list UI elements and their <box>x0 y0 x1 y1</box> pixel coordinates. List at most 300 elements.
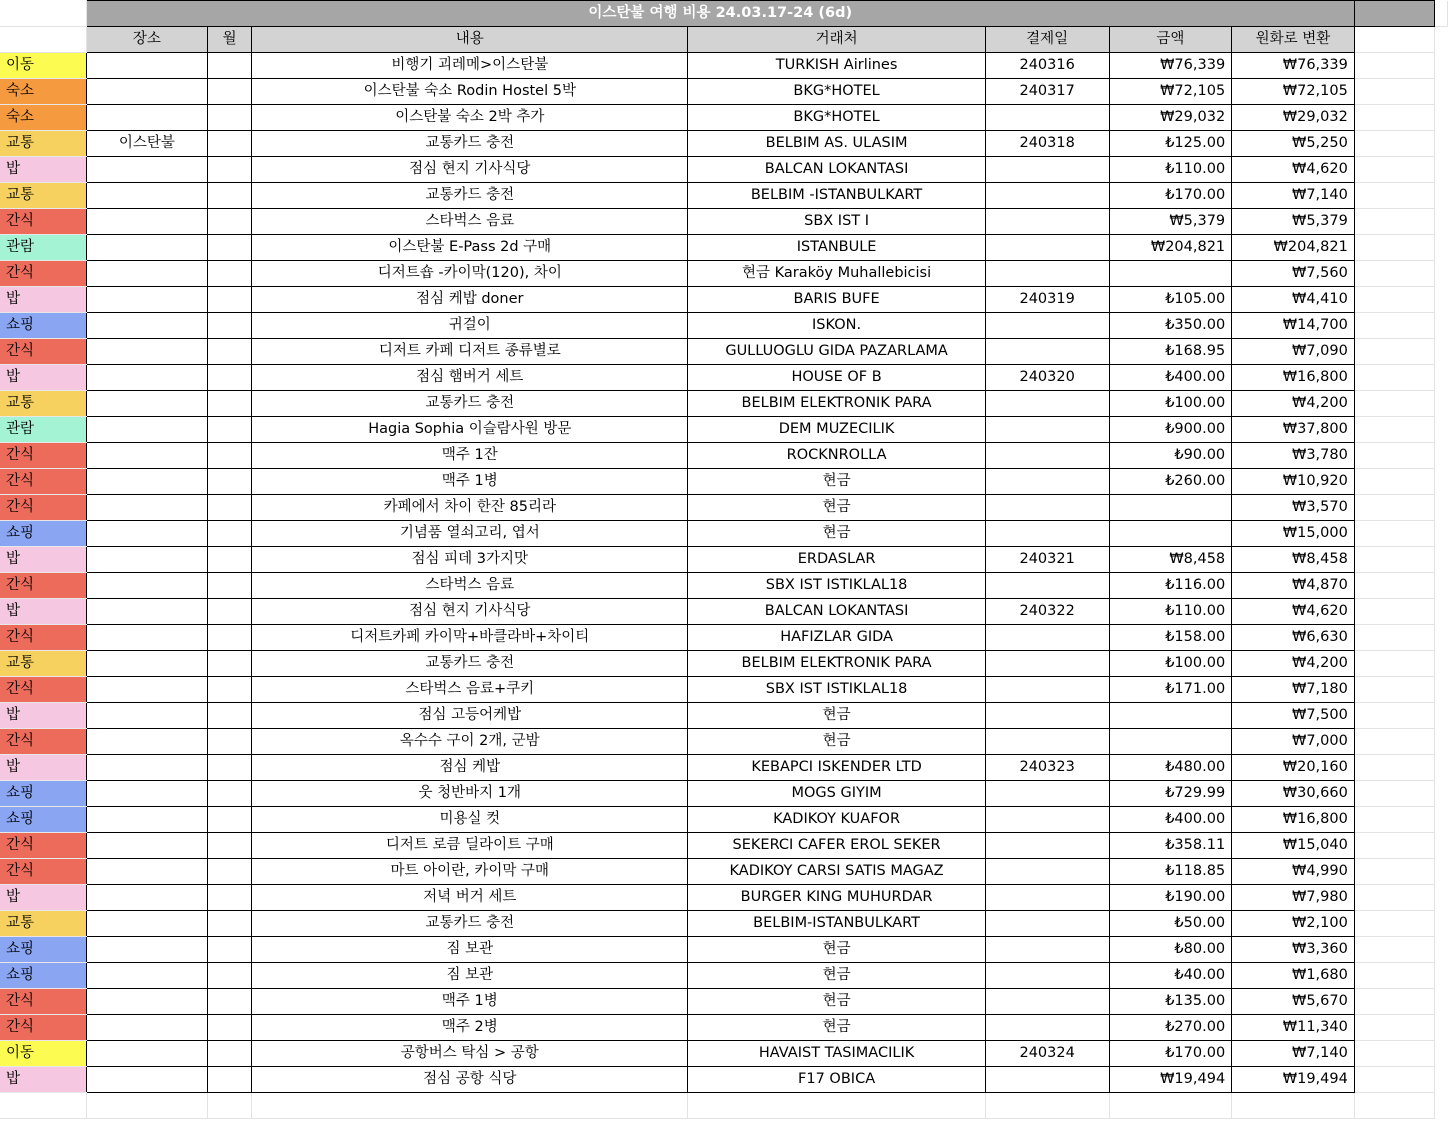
payment-date-cell[interactable] <box>985 157 1109 183</box>
amount-cell[interactable]: ₩19,494 <box>1109 1067 1232 1093</box>
empty-cell[interactable] <box>1354 807 1434 833</box>
amount-cell[interactable]: ₺350.00 <box>1109 313 1232 339</box>
month-cell[interactable] <box>208 755 252 781</box>
amount-cell[interactable] <box>1109 261 1232 287</box>
amount-cell[interactable]: ₺90.00 <box>1109 443 1232 469</box>
description-cell[interactable]: 교통카드 충전 <box>252 651 688 677</box>
amount-cell[interactable]: ₩8,458 <box>1109 547 1232 573</box>
month-cell[interactable] <box>208 547 252 573</box>
amount-cell[interactable] <box>1109 521 1232 547</box>
empty-cell[interactable] <box>1354 729 1434 755</box>
amount-cell[interactable]: ₺260.00 <box>1109 469 1232 495</box>
amount-cell[interactable]: ₺158.00 <box>1109 625 1232 651</box>
empty-cell[interactable] <box>1354 53 1434 79</box>
payment-date-cell[interactable] <box>985 859 1109 885</box>
month-cell[interactable] <box>208 885 252 911</box>
empty-cell[interactable] <box>1354 625 1434 651</box>
empty-cell[interactable] <box>1354 703 1434 729</box>
description-cell[interactable]: 이스탄불 E-Pass 2d 구매 <box>252 235 688 261</box>
empty-cell[interactable] <box>1354 417 1434 443</box>
amount-cell[interactable] <box>1109 703 1232 729</box>
description-cell[interactable]: 이스탄불 숙소 2박 추가 <box>252 105 688 131</box>
month-cell[interactable] <box>208 417 252 443</box>
description-cell[interactable]: 점심 고등어케밥 <box>252 703 688 729</box>
month-cell[interactable] <box>208 651 252 677</box>
category-cell[interactable]: 간식 <box>0 573 86 599</box>
description-cell[interactable]: 디저트 로큼 딜라이트 구매 <box>252 833 688 859</box>
description-cell[interactable]: 점심 현지 기사식당 <box>252 599 688 625</box>
amount-cell[interactable]: ₺170.00 <box>1109 183 1232 209</box>
empty-cell[interactable] <box>1354 157 1434 183</box>
amount-cell[interactable]: ₩5,379 <box>1109 209 1232 235</box>
place-cell[interactable] <box>86 183 208 209</box>
amount-cell[interactable]: ₺168.95 <box>1109 339 1232 365</box>
place-cell[interactable] <box>86 963 208 989</box>
krw-cell[interactable]: ₩3,360 <box>1232 937 1355 963</box>
amount-cell[interactable]: ₺125.00 <box>1109 131 1232 157</box>
category-cell[interactable]: 밥 <box>0 885 86 911</box>
place-cell[interactable] <box>86 885 208 911</box>
month-cell[interactable] <box>208 443 252 469</box>
place-cell[interactable] <box>86 365 208 391</box>
empty-cell[interactable] <box>1354 27 1434 53</box>
empty-cell[interactable] <box>1354 885 1434 911</box>
month-cell[interactable] <box>208 677 252 703</box>
empty-cell[interactable] <box>688 1093 985 1119</box>
place-cell[interactable] <box>86 105 208 131</box>
header-krw[interactable]: 원화로 변환 <box>1232 27 1355 53</box>
vendor-cell[interactable]: TURKISH Airlines <box>688 53 985 79</box>
empty-cell[interactable] <box>1354 313 1434 339</box>
krw-cell[interactable]: ₩29,032 <box>1232 105 1355 131</box>
payment-date-cell[interactable] <box>985 1067 1109 1093</box>
krw-cell[interactable]: ₩16,800 <box>1232 365 1355 391</box>
category-cell[interactable]: 쇼핑 <box>0 521 86 547</box>
krw-cell[interactable]: ₩7,140 <box>1232 1041 1355 1067</box>
place-cell[interactable] <box>86 261 208 287</box>
description-cell[interactable]: 점심 현지 기사식당 <box>252 157 688 183</box>
amount-cell[interactable]: ₺729.99 <box>1109 781 1232 807</box>
vendor-cell[interactable]: SBX IST I <box>688 209 985 235</box>
krw-cell[interactable]: ₩5,379 <box>1232 209 1355 235</box>
amount-cell[interactable] <box>1109 729 1232 755</box>
place-cell[interactable] <box>86 547 208 573</box>
month-cell[interactable] <box>208 313 252 339</box>
krw-cell[interactable]: ₩204,821 <box>1232 235 1355 261</box>
payment-date-cell[interactable] <box>985 417 1109 443</box>
empty-cell[interactable] <box>1354 1067 1434 1093</box>
place-cell[interactable] <box>86 651 208 677</box>
amount-cell[interactable]: ₺400.00 <box>1109 365 1232 391</box>
place-cell[interactable] <box>86 521 208 547</box>
krw-cell[interactable]: ₩8,458 <box>1232 547 1355 573</box>
vendor-cell[interactable]: 현금 <box>688 989 985 1015</box>
month-cell[interactable] <box>208 469 252 495</box>
vendor-cell[interactable]: DEM MUZECILIK <box>688 417 985 443</box>
krw-cell[interactable]: ₩3,570 <box>1232 495 1355 521</box>
amount-cell[interactable]: ₺80.00 <box>1109 937 1232 963</box>
empty-cell[interactable] <box>1354 495 1434 521</box>
payment-date-cell[interactable] <box>985 885 1109 911</box>
empty-cell[interactable] <box>1354 1015 1434 1041</box>
krw-cell[interactable]: ₩37,800 <box>1232 417 1355 443</box>
place-cell[interactable] <box>86 781 208 807</box>
place-cell[interactable] <box>86 391 208 417</box>
category-cell[interactable]: 숙소 <box>0 105 86 131</box>
description-cell[interactable]: 비행기 괴레메>이스탄불 <box>252 53 688 79</box>
krw-cell[interactable]: ₩7,500 <box>1232 703 1355 729</box>
vendor-cell[interactable]: 현금 <box>688 703 985 729</box>
payment-date-cell[interactable] <box>985 105 1109 131</box>
empty-cell[interactable] <box>1354 937 1434 963</box>
krw-cell[interactable]: ₩10,920 <box>1232 469 1355 495</box>
place-cell[interactable] <box>86 469 208 495</box>
place-cell[interactable] <box>86 157 208 183</box>
place-cell[interactable] <box>86 755 208 781</box>
category-cell[interactable]: 밥 <box>0 287 86 313</box>
krw-cell[interactable]: ₩4,620 <box>1232 599 1355 625</box>
description-cell[interactable]: 짐 보관 <box>252 963 688 989</box>
empty-cell[interactable] <box>1354 365 1434 391</box>
vendor-cell[interactable]: BALCAN LOKANTASI <box>688 157 985 183</box>
amount-cell[interactable]: ₺100.00 <box>1109 651 1232 677</box>
category-cell[interactable]: 밥 <box>0 365 86 391</box>
krw-cell[interactable]: ₩4,200 <box>1232 651 1355 677</box>
krw-cell[interactable]: ₩5,670 <box>1232 989 1355 1015</box>
month-cell[interactable] <box>208 105 252 131</box>
category-cell[interactable]: 관람 <box>0 235 86 261</box>
place-cell[interactable] <box>86 859 208 885</box>
description-cell[interactable]: 맥주 1잔 <box>252 443 688 469</box>
payment-date-cell[interactable] <box>985 989 1109 1015</box>
payment-date-cell[interactable] <box>985 677 1109 703</box>
amount-cell[interactable]: ₺400.00 <box>1109 807 1232 833</box>
empty-cell[interactable] <box>1354 963 1434 989</box>
amount-cell[interactable]: ₺171.00 <box>1109 677 1232 703</box>
vendor-cell[interactable]: BELBIM ELEKTRONIK PARA <box>688 651 985 677</box>
description-cell[interactable]: 교통카드 충전 <box>252 391 688 417</box>
payment-date-cell[interactable] <box>985 625 1109 651</box>
category-cell[interactable]: 쇼핑 <box>0 937 86 963</box>
place-cell[interactable] <box>86 729 208 755</box>
description-cell[interactable]: Hagia Sophia 이슬람사원 방문 <box>252 417 688 443</box>
description-cell[interactable]: 이스탄불 숙소 Rodin Hostel 5박 <box>252 79 688 105</box>
empty-cell[interactable] <box>1354 105 1434 131</box>
month-cell[interactable] <box>208 183 252 209</box>
category-cell[interactable]: 교통 <box>0 391 86 417</box>
empty-cell[interactable] <box>1354 755 1434 781</box>
krw-cell[interactable]: ₩7,140 <box>1232 183 1355 209</box>
place-cell[interactable] <box>86 1015 208 1041</box>
month-cell[interactable] <box>208 989 252 1015</box>
vendor-cell[interactable]: SBX IST ISTIKLAL18 <box>688 573 985 599</box>
category-cell[interactable]: 간식 <box>0 833 86 859</box>
month-cell[interactable] <box>208 1041 252 1067</box>
krw-cell[interactable]: ₩11,340 <box>1232 1015 1355 1041</box>
title-cell-right[interactable] <box>1354 1 1434 27</box>
empty-cell[interactable] <box>1354 1093 1434 1119</box>
month-cell[interactable] <box>208 209 252 235</box>
category-cell[interactable]: 쇼핑 <box>0 807 86 833</box>
category-cell[interactable]: 관람 <box>0 417 86 443</box>
description-cell[interactable]: 카페에서 차이 한잔 85리라 <box>252 495 688 521</box>
krw-cell[interactable]: ₩15,000 <box>1232 521 1355 547</box>
month-cell[interactable] <box>208 703 252 729</box>
payment-date-cell[interactable] <box>985 183 1109 209</box>
place-cell[interactable] <box>86 599 208 625</box>
vendor-cell[interactable]: KADIKOY CARSI SATIS MAGAZ <box>688 859 985 885</box>
month-cell[interactable] <box>208 911 252 937</box>
description-cell[interactable]: 맥주 2병 <box>252 1015 688 1041</box>
payment-date-cell[interactable] <box>985 339 1109 365</box>
vendor-cell[interactable]: BELBIM -ISTANBULKART <box>688 183 985 209</box>
category-cell[interactable]: 간식 <box>0 625 86 651</box>
empty-cell[interactable] <box>1354 1041 1434 1067</box>
month-cell[interactable] <box>208 573 252 599</box>
empty-cell[interactable] <box>1354 339 1434 365</box>
category-cell[interactable]: 쇼핑 <box>0 781 86 807</box>
amount-cell[interactable]: ₺110.00 <box>1109 157 1232 183</box>
empty-cell[interactable] <box>1354 287 1434 313</box>
empty-cell[interactable] <box>1354 79 1434 105</box>
header-place[interactable]: 장소 <box>86 27 208 53</box>
empty-cell[interactable] <box>1354 261 1434 287</box>
amount-cell[interactable]: ₺116.00 <box>1109 573 1232 599</box>
krw-cell[interactable]: ₩7,560 <box>1232 261 1355 287</box>
description-cell[interactable]: 디저트숍 -카이막(120), 차이 <box>252 261 688 287</box>
place-cell[interactable] <box>86 573 208 599</box>
month-cell[interactable] <box>208 287 252 313</box>
payment-date-cell[interactable] <box>985 209 1109 235</box>
krw-cell[interactable]: ₩7,000 <box>1232 729 1355 755</box>
category-cell[interactable]: 간식 <box>0 209 86 235</box>
payment-date-cell[interactable] <box>985 703 1109 729</box>
payment-date-cell[interactable] <box>985 521 1109 547</box>
month-cell[interactable] <box>208 261 252 287</box>
category-cell[interactable]: 이동 <box>0 53 86 79</box>
place-cell[interactable] <box>86 495 208 521</box>
vendor-cell[interactable]: GULLUOGLU GIDA PAZARLAMA <box>688 339 985 365</box>
month-cell[interactable] <box>208 625 252 651</box>
header-payment-date[interactable]: 결제일 <box>985 27 1109 53</box>
empty-cell[interactable] <box>1109 1093 1232 1119</box>
amount-cell[interactable]: ₩204,821 <box>1109 235 1232 261</box>
empty-cell[interactable] <box>0 1093 86 1119</box>
month-cell[interactable] <box>208 339 252 365</box>
category-cell[interactable]: 교통 <box>0 183 86 209</box>
krw-cell[interactable]: ₩30,660 <box>1232 781 1355 807</box>
payment-date-cell[interactable] <box>985 781 1109 807</box>
category-cell[interactable]: 간식 <box>0 443 86 469</box>
description-cell[interactable]: 미용실 컷 <box>252 807 688 833</box>
category-cell[interactable]: 간식 <box>0 859 86 885</box>
place-cell[interactable]: 이스탄불 <box>86 131 208 157</box>
place-cell[interactable] <box>86 1067 208 1093</box>
description-cell[interactable]: 스타벅스 음료 <box>252 573 688 599</box>
category-cell[interactable]: 쇼핑 <box>0 963 86 989</box>
category-cell[interactable]: 쇼핑 <box>0 313 86 339</box>
description-cell[interactable]: 디저트카페 카이막+바클라바+차이티 <box>252 625 688 651</box>
category-cell[interactable]: 간식 <box>0 729 86 755</box>
empty-cell[interactable] <box>1354 443 1434 469</box>
empty-cell[interactable] <box>1354 521 1434 547</box>
place-cell[interactable] <box>86 1041 208 1067</box>
month-cell[interactable] <box>208 53 252 79</box>
payment-date-cell[interactable] <box>985 937 1109 963</box>
place-cell[interactable] <box>86 417 208 443</box>
empty-cell[interactable] <box>1354 781 1434 807</box>
description-cell[interactable]: 저녁 버거 세트 <box>252 885 688 911</box>
place-cell[interactable] <box>86 235 208 261</box>
empty-cell[interactable] <box>1354 131 1434 157</box>
month-cell[interactable] <box>208 833 252 859</box>
empty-cell[interactable] <box>1354 651 1434 677</box>
category-cell[interactable]: 간식 <box>0 1015 86 1041</box>
month-cell[interactable] <box>208 235 252 261</box>
description-cell[interactable]: 점심 케밥 <box>252 755 688 781</box>
category-cell[interactable]: 밥 <box>0 157 86 183</box>
krw-cell[interactable]: ₩6,630 <box>1232 625 1355 651</box>
description-cell[interactable]: 점심 케밥 doner <box>252 287 688 313</box>
sheet-title[interactable]: 이스탄불 여행 비용 24.03.17-24 (6d) <box>86 1 1354 27</box>
place-cell[interactable] <box>86 833 208 859</box>
place-cell[interactable] <box>86 989 208 1015</box>
payment-date-cell[interactable] <box>985 807 1109 833</box>
category-cell[interactable]: 교통 <box>0 131 86 157</box>
amount-cell[interactable]: ₺118.85 <box>1109 859 1232 885</box>
vendor-cell[interactable]: ERDASLAR <box>688 547 985 573</box>
payment-date-cell[interactable]: 240320 <box>985 365 1109 391</box>
month-cell[interactable] <box>208 963 252 989</box>
category-cell[interactable]: 밥 <box>0 599 86 625</box>
empty-cell[interactable] <box>1354 469 1434 495</box>
amount-cell[interactable]: ₩29,032 <box>1109 105 1232 131</box>
place-cell[interactable] <box>86 443 208 469</box>
vendor-cell[interactable]: BELBIM AS. ULASIM <box>688 131 985 157</box>
place-cell[interactable] <box>86 937 208 963</box>
vendor-cell[interactable]: BELBIM ELEKTRONIK PARA <box>688 391 985 417</box>
krw-cell[interactable]: ₩14,700 <box>1232 313 1355 339</box>
description-cell[interactable]: 점심 피데 3가지맛 <box>252 547 688 573</box>
krw-cell[interactable]: ₩7,180 <box>1232 677 1355 703</box>
krw-cell[interactable]: ₩2,100 <box>1232 911 1355 937</box>
empty-cell[interactable] <box>208 1093 252 1119</box>
description-cell[interactable]: 맥주 1병 <box>252 469 688 495</box>
vendor-cell[interactable]: 현금 <box>688 469 985 495</box>
description-cell[interactable]: 짐 보관 <box>252 937 688 963</box>
payment-date-cell[interactable] <box>985 911 1109 937</box>
payment-date-cell[interactable] <box>985 963 1109 989</box>
description-cell[interactable]: 옥수수 구이 2개, 군밤 <box>252 729 688 755</box>
amount-cell[interactable]: ₺190.00 <box>1109 885 1232 911</box>
payment-date-cell[interactable]: 240324 <box>985 1041 1109 1067</box>
description-cell[interactable]: 점심 공항 식당 <box>252 1067 688 1093</box>
vendor-cell[interactable]: 현금 Karaköy Muhallebicisi <box>688 261 985 287</box>
payment-date-cell[interactable] <box>985 469 1109 495</box>
month-cell[interactable] <box>208 1067 252 1093</box>
amount-cell[interactable]: ₺480.00 <box>1109 755 1232 781</box>
vendor-cell[interactable]: 현금 <box>688 495 985 521</box>
empty-cell[interactable] <box>0 27 86 53</box>
empty-cell[interactable] <box>1435 1 1448 27</box>
empty-cell[interactable] <box>1232 1093 1355 1119</box>
category-cell[interactable]: 간식 <box>0 677 86 703</box>
category-cell[interactable]: 밥 <box>0 703 86 729</box>
krw-cell[interactable]: ₩15,040 <box>1232 833 1355 859</box>
vendor-cell[interactable]: HAFIZLAR GIDA <box>688 625 985 651</box>
krw-cell[interactable]: ₩72,105 <box>1232 79 1355 105</box>
empty-cell[interactable] <box>1354 547 1434 573</box>
header-month[interactable]: 월 <box>208 27 252 53</box>
amount-cell[interactable]: ₺900.00 <box>1109 417 1232 443</box>
payment-date-cell[interactable] <box>985 443 1109 469</box>
place-cell[interactable] <box>86 53 208 79</box>
payment-date-cell[interactable] <box>985 1015 1109 1041</box>
vendor-cell[interactable]: KEBAPCI ISKENDER LTD <box>688 755 985 781</box>
category-cell[interactable]: 간식 <box>0 495 86 521</box>
month-cell[interactable] <box>208 365 252 391</box>
vendor-cell[interactable]: HOUSE OF B <box>688 365 985 391</box>
empty-cell[interactable] <box>985 1093 1109 1119</box>
vendor-cell[interactable]: F17 OBICA <box>688 1067 985 1093</box>
krw-cell[interactable]: ₩16,800 <box>1232 807 1355 833</box>
place-cell[interactable] <box>86 313 208 339</box>
krw-cell[interactable]: ₩76,339 <box>1232 53 1355 79</box>
vendor-cell[interactable]: SEKERCI CAFER EROL SEKER <box>688 833 985 859</box>
vendor-cell[interactable]: BURGER KING MUHURDAR <box>688 885 985 911</box>
krw-cell[interactable]: ₩3,780 <box>1232 443 1355 469</box>
description-cell[interactable]: 공항버스 탁심 > 공항 <box>252 1041 688 1067</box>
vendor-cell[interactable]: ISTANBULE <box>688 235 985 261</box>
krw-cell[interactable]: ₩5,250 <box>1232 131 1355 157</box>
payment-date-cell[interactable] <box>985 573 1109 599</box>
krw-cell[interactable]: ₩1,680 <box>1232 963 1355 989</box>
category-cell[interactable]: 간식 <box>0 261 86 287</box>
category-cell[interactable]: 간식 <box>0 339 86 365</box>
vendor-cell[interactable]: BKG*HOTEL <box>688 79 985 105</box>
krw-cell[interactable]: ₩4,200 <box>1232 391 1355 417</box>
payment-date-cell[interactable] <box>985 651 1109 677</box>
empty-cell[interactable] <box>1354 677 1434 703</box>
category-cell[interactable]: 교통 <box>0 911 86 937</box>
place-cell[interactable] <box>86 625 208 651</box>
description-cell[interactable]: 디저트 카페 디저트 종류별로 <box>252 339 688 365</box>
payment-date-cell[interactable]: 240317 <box>985 79 1109 105</box>
amount-cell[interactable]: ₺50.00 <box>1109 911 1232 937</box>
description-cell[interactable]: 스타벅스 음료 <box>252 209 688 235</box>
empty-cell[interactable] <box>252 1093 688 1119</box>
description-cell[interactable]: 마트 아이란, 카이막 구매 <box>252 859 688 885</box>
category-cell[interactable]: 밥 <box>0 755 86 781</box>
vendor-cell[interactable]: 현금 <box>688 1015 985 1041</box>
empty-cell[interactable] <box>1354 989 1434 1015</box>
payment-date-cell[interactable] <box>985 261 1109 287</box>
place-cell[interactable] <box>86 703 208 729</box>
month-cell[interactable] <box>208 729 252 755</box>
month-cell[interactable] <box>208 599 252 625</box>
vendor-cell[interactable]: ISKON. <box>688 313 985 339</box>
description-cell[interactable]: 기념품 열쇠고리, 엽서 <box>252 521 688 547</box>
header-vendor[interactable]: 거래처 <box>688 27 985 53</box>
place-cell[interactable] <box>86 911 208 937</box>
description-cell[interactable]: 맥주 1병 <box>252 989 688 1015</box>
payment-date-cell[interactable] <box>985 235 1109 261</box>
description-cell[interactable]: 웃 청반바지 1개 <box>252 781 688 807</box>
month-cell[interactable] <box>208 781 252 807</box>
empty-cell[interactable] <box>0 1 86 27</box>
vendor-cell[interactable]: BARIS BUFE <box>688 287 985 313</box>
description-cell[interactable]: 귀걸이 <box>252 313 688 339</box>
